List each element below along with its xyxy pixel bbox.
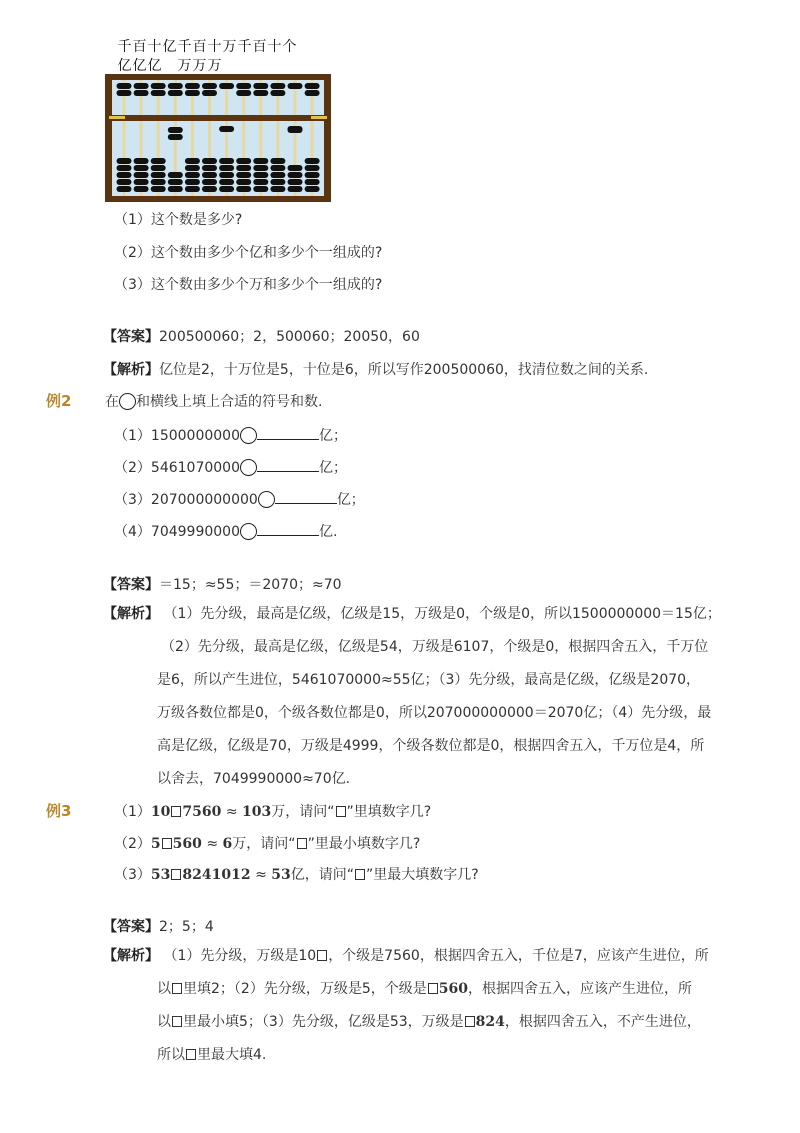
square-icon (172, 1016, 182, 1027)
analysis-label: 【解析】 (103, 606, 159, 622)
item-unit: 亿； (319, 460, 347, 476)
square-icon (355, 869, 365, 880)
abacus-bead (219, 179, 234, 185)
ex3-item-2 (114, 833, 420, 853)
analysis-text: 里最小填5；（3）先分级，亿级是53，万级是 (183, 1014, 464, 1030)
item-value: 207000000000 (150, 492, 258, 508)
abacus-bead (117, 165, 132, 171)
num-a: 10 (150, 804, 171, 820)
place-label-bottom: 亿 (147, 58, 162, 74)
analysis-label: 【解析】 (103, 948, 159, 964)
analysis-number: 560 (438, 981, 468, 997)
analysis-text: 以 (157, 1014, 171, 1030)
square-icon (317, 950, 327, 961)
place-label-top: 百 (192, 39, 207, 55)
abacus-bead (270, 179, 285, 185)
abacus-bead (253, 90, 268, 96)
abacus-bead (134, 90, 149, 96)
abacus-bead (185, 186, 200, 192)
abacus-bead (288, 127, 303, 133)
place-label-bottom: 亿 (117, 58, 132, 74)
abacus-bead (305, 165, 320, 171)
abacus-place-labels-bottom (117, 55, 297, 75)
answer-label: 【答案】 (103, 919, 159, 935)
analysis-text: 高是亿级，亿级是70，万级是4999，个级各数位都是0，根据四舍五入，千万位是4，所 (157, 738, 705, 754)
abacus-bead (202, 179, 217, 185)
abacus-bead (236, 172, 251, 178)
square-icon (336, 806, 346, 817)
item-value: 7049990000 (150, 524, 240, 540)
place-label-top: 十 (147, 39, 162, 55)
abacus-inner (112, 80, 324, 196)
abacus-bead (219, 158, 234, 164)
analysis-row-5 (103, 730, 723, 763)
abacus-bead (253, 83, 268, 89)
ex3-analysis (103, 940, 723, 1072)
abacus-bead (202, 186, 217, 192)
approx-sign: ≈ (255, 867, 267, 883)
place-label-bottom: 亿 (132, 58, 147, 74)
tail-text: ”里填数字几? (346, 804, 432, 820)
abacus-bead (151, 90, 166, 96)
item-num: （2） (114, 460, 151, 476)
abacus-bead (236, 186, 251, 192)
analysis-text: ，根据四舍五入，不产生进位， (504, 1014, 701, 1030)
analysis-line-1 (103, 359, 648, 379)
abacus-bead (236, 158, 251, 164)
answer-blank[interactable] (275, 491, 337, 504)
abacus-bead (168, 179, 183, 185)
abacus-bead (202, 90, 217, 96)
analysis-text: （1）先分级，万级是10 (163, 948, 317, 964)
item-num: （1） (114, 804, 151, 820)
answer-circle[interactable] (119, 393, 136, 410)
ex3-item-1 (114, 801, 431, 821)
abacus-bead (134, 165, 149, 171)
abacus-bead (253, 172, 268, 178)
abacus-bead (185, 158, 200, 164)
analysis-row-6 (103, 763, 723, 796)
place-label-bottom: 万 (192, 58, 207, 74)
ex2-answer (103, 574, 342, 594)
answer-blank[interactable] (257, 427, 319, 440)
abacus-bead (185, 90, 200, 96)
analysis-text: 里填2；（2）先分级，万级是5，个级是 (183, 981, 427, 997)
num-c: 6 (222, 836, 233, 852)
num-b: 560 (172, 836, 202, 852)
abacus-bead (219, 126, 234, 132)
approx-sign: ≈ (225, 804, 238, 820)
abacus-bead (288, 179, 303, 185)
place-label-top: 十 (207, 39, 222, 55)
answer-blank[interactable] (257, 459, 319, 472)
square-icon (171, 806, 181, 817)
square-icon (297, 838, 307, 849)
abacus-bead (219, 83, 234, 89)
analysis-text: 以舍去，7049990000≈70亿. (157, 771, 351, 787)
item-num: （1） (114, 428, 151, 444)
analysis-text: ，根据四舍五入，应该产生进位，所 (467, 981, 692, 997)
analysis-text: 万级各数位都是0，个级各数位都是0，所以207000000000＝2070亿；（4）先分级，最 (157, 705, 712, 721)
place-label-top: 百 (132, 39, 147, 55)
answer-blank[interactable] (257, 523, 319, 536)
abacus-bead (134, 186, 149, 192)
abacus-bead (168, 127, 183, 133)
abacus-bead (202, 83, 217, 89)
analysis-text: （2）先分级，最高是亿级，亿级是54，万级是6107，个级是0，根据四舍五入，千万位 (161, 639, 709, 655)
place-label-bottom: 万 (207, 58, 222, 74)
place-label-bottom: 万 (177, 58, 192, 74)
abacus-bead (168, 134, 183, 140)
analysis-label: 【解析】 (103, 362, 159, 378)
abacus-bead (185, 172, 200, 178)
place-label-top: 万 (222, 39, 237, 55)
ex3-answer (103, 916, 214, 936)
abacus-bead (151, 165, 166, 171)
stem-post: 和横线上填上合适的符号和数. (136, 394, 323, 410)
analysis-row-2 (103, 631, 723, 664)
analysis-row-1 (103, 940, 723, 973)
analysis-row-3 (103, 1006, 723, 1039)
abacus-bead (117, 179, 132, 185)
analysis-row-3 (103, 664, 723, 697)
place-label-top: 百 (252, 39, 267, 55)
abacus-bead (134, 158, 149, 164)
place-label-top: 千 (117, 39, 132, 55)
answer-text: 200500060；2，500060；20050，60 (159, 329, 420, 345)
square-icon (162, 838, 172, 849)
abacus-bead (219, 172, 234, 178)
example-2-stem (105, 391, 322, 411)
abacus-bead (253, 186, 268, 192)
item-unit: 亿； (319, 428, 347, 444)
abacus-rod (259, 80, 262, 196)
item-value: 5461070000 (150, 460, 240, 476)
abacus-bead (134, 172, 149, 178)
ex3-item-3 (114, 864, 479, 884)
abacus-bead (253, 158, 268, 164)
abacus-rod (123, 80, 126, 196)
abacus-bead (185, 165, 200, 171)
ex2-analysis (103, 598, 723, 796)
num-b: 7560 (182, 804, 222, 820)
item-num: （4） (114, 524, 151, 540)
answer-circle[interactable] (240, 459, 257, 476)
question-1: （1）这个数是多少? (114, 212, 243, 228)
abacus-bead (219, 165, 234, 171)
abacus-bead (305, 172, 320, 178)
answer-line-1 (103, 326, 420, 346)
answer-circle[interactable] (240, 427, 257, 444)
abacus-beam (105, 115, 331, 121)
square-icon (428, 983, 438, 994)
abacus-bead (270, 90, 285, 96)
abacus-bead (185, 83, 200, 89)
ex2-item-1 (114, 425, 347, 445)
item-value: 1500000000 (150, 428, 240, 444)
abacus-bead (134, 179, 149, 185)
analysis-row-2 (103, 973, 723, 1006)
abacus-rod (276, 80, 279, 196)
answer-text: 2；5；4 (159, 919, 214, 935)
ex2-item-2 (114, 457, 347, 477)
item-num: （3） (114, 867, 151, 883)
analysis-row-4 (103, 697, 723, 730)
abacus-bead (185, 179, 200, 185)
analysis-text: 所以 (157, 1047, 185, 1063)
abacus-rod (294, 80, 297, 196)
abacus-bead (270, 186, 285, 192)
abacus-rod (157, 80, 160, 196)
num-a: 5 (150, 836, 161, 852)
example-2-tag: 例2 (46, 392, 72, 410)
analysis-row-1 (103, 598, 723, 631)
abacus-bead (151, 186, 166, 192)
abacus-bead (117, 83, 132, 89)
answer-circle[interactable] (258, 491, 275, 508)
place-label-top: 亿 (162, 39, 177, 55)
approx-sign: ≈ (206, 836, 219, 852)
square-icon (171, 869, 181, 880)
abacus-bead (202, 165, 217, 171)
answer-circle[interactable] (240, 523, 257, 540)
ex2-item-4 (114, 521, 337, 541)
abacus-bead (236, 90, 251, 96)
tail-text: 亿，请问“ (290, 867, 354, 883)
abacus-place-labels-top (117, 36, 297, 56)
place-label-top: 十 (267, 39, 282, 55)
abacus-bead (117, 90, 132, 96)
abacus-bead (168, 83, 183, 89)
abacus-bead (305, 179, 320, 185)
abacus-bead (288, 165, 303, 171)
question-2: （2）这个数由多少个亿和多少个一组成的? (114, 245, 383, 261)
abacus-image (105, 74, 331, 202)
place-label-top: 个 (282, 39, 297, 55)
abacus-bead (151, 83, 166, 89)
abacus-rod (191, 80, 194, 196)
abacus-bead (202, 172, 217, 178)
analysis-text: 以 (157, 981, 171, 997)
abacus-bead (270, 158, 285, 164)
example-3-tag: 例3 (46, 802, 72, 820)
tail-text: 万，请问“ (232, 836, 296, 852)
abacus-bead (168, 186, 183, 192)
tail-text: ”里最大填数字几? (366, 867, 479, 883)
abacus-rod (242, 80, 245, 196)
abacus-rod (311, 80, 314, 196)
num-a: 53 (150, 867, 171, 883)
item-num: （2） (114, 836, 151, 852)
square-icon (172, 983, 182, 994)
square-icon (186, 1049, 196, 1060)
analysis-text: （1）先分级，最高是亿级，亿级是15，万级是0，个级是0，所以1500000000＝15亿； (163, 606, 721, 622)
abacus-bead (151, 179, 166, 185)
abacus-bead (288, 186, 303, 192)
num-c: 53 (271, 867, 291, 883)
num-c: 103 (242, 804, 272, 820)
abacus-bead (305, 158, 320, 164)
abacus-bead (134, 83, 149, 89)
analysis-text: 是6，所以产生进位，5461070000≈55亿；（3）先分级，最高是亿级，亿级是2070， (157, 672, 701, 688)
abacus-bead (270, 83, 285, 89)
abacus-bead (151, 172, 166, 178)
abacus-bead (117, 158, 132, 164)
abacus-bead (202, 158, 217, 164)
item-unit: 亿； (336, 492, 365, 508)
abacus-rod (140, 80, 143, 196)
abacus-bead (305, 83, 320, 89)
abacus-bead (288, 172, 303, 178)
abacus-bead (270, 172, 285, 178)
abacus-bead (219, 186, 234, 192)
analysis-text: 里最大填4. (197, 1047, 267, 1063)
abacus-bead (168, 90, 183, 96)
place-label-top: 千 (177, 39, 192, 55)
abacus-bead (288, 83, 303, 89)
answer-label: 【答案】 (103, 329, 159, 345)
item-num: （3） (114, 492, 151, 508)
tail-text: 万，请问“ (271, 804, 335, 820)
item-unit: 亿. (319, 524, 338, 540)
place-label-top: 千 (237, 39, 252, 55)
abacus-bead (236, 165, 251, 171)
abacus-bead (253, 179, 268, 185)
abacus-rod (225, 80, 228, 196)
abacus-bead (253, 165, 268, 171)
analysis-number: 824 (475, 1014, 505, 1030)
abacus-rod (208, 80, 211, 196)
answer-text: ＝15；≈55；＝2070；≈70 (159, 577, 342, 593)
answer-label: 【答案】 (103, 577, 159, 593)
analysis-text: ，个级是7560，根据四舍五入，千位是7，应该产生进位，所 (328, 948, 709, 964)
abacus-bead (305, 90, 320, 96)
analysis-row-4 (103, 1039, 723, 1072)
question-3: （3）这个数由多少个万和多少个一组成的? (114, 277, 383, 293)
abacus-bead (117, 172, 132, 178)
num-b: 8241012 (182, 867, 251, 883)
abacus-bead (305, 186, 320, 192)
abacus-bead (236, 179, 251, 185)
stem-pre: 在 (105, 394, 119, 410)
abacus-bead (168, 172, 183, 178)
square-icon (465, 1016, 475, 1027)
abacus-bead (236, 83, 251, 89)
analysis-text: 亿位是2，十万位是5，十位是6，所以写作200500060，找清位数之间的关系. (159, 362, 649, 378)
abacus-bead (270, 165, 285, 171)
abacus-bead (117, 186, 132, 192)
tail-text: ”里最小填数字几? (307, 836, 421, 852)
ex2-item-3 (114, 489, 365, 509)
abacus-bead (151, 158, 166, 164)
